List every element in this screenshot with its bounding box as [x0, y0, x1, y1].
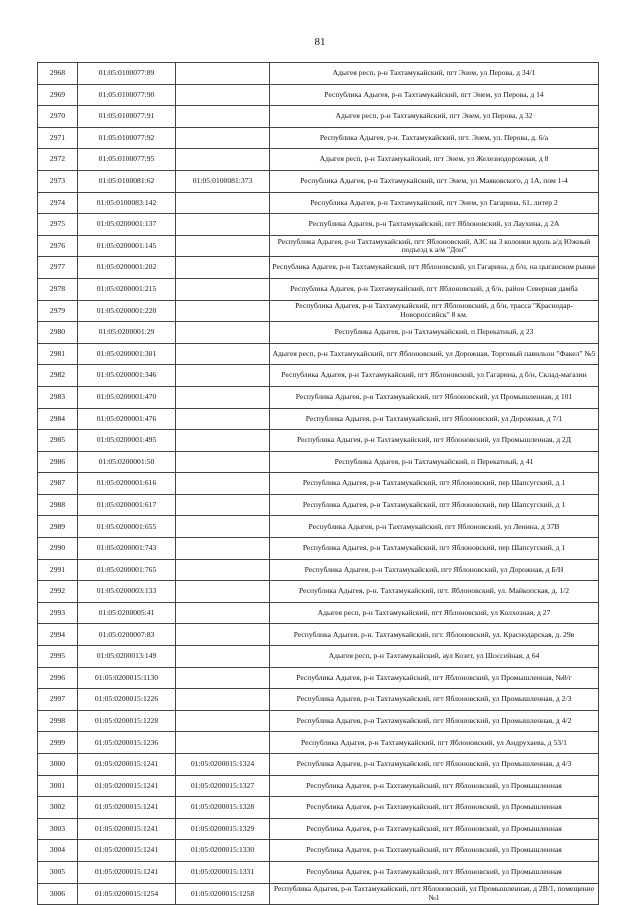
- address-cell: Республика Адыгея, р-н Тахтамукайский, пгт Энем, ул Гагарина, 61, литер 2: [270, 192, 599, 214]
- table-row: [38, 494, 599, 516]
- row-number-cell: 3003: [38, 818, 78, 840]
- linked-cadastral-number-cell: [176, 322, 270, 344]
- cadastral-number-cell: 01:05:0200001:137: [78, 214, 176, 236]
- linked-cadastral-number-cell: [176, 343, 270, 365]
- address-cell: Республика Адыгея, р-н. Тахтамукайский, пгт. Энем, ул. Перова, д. 6/а: [270, 127, 599, 149]
- linked-cadastral-number-cell: [176, 710, 270, 732]
- table-row: [38, 149, 599, 171]
- linked-cadastral-number-cell: [176, 149, 270, 171]
- table-row: [38, 63, 599, 85]
- address-cell: Адыгея респ, р-н Тахтамукайский, аул Козет, ул Шоссейная, д 64: [270, 646, 599, 668]
- cadastral-number-cell: 01:05:0200015:1241: [78, 797, 176, 819]
- linked-cadastral-number-cell: [176, 365, 270, 387]
- address-cell: Республика Адыгея, р-н Тахтамукайский, пгт Яблоновский, ул Промышленная: [270, 840, 599, 862]
- address-cell: Республика Адыгея, р-н Тахтамукайский, пгт Яблоновский, пер Шапсугский, д 1: [270, 538, 599, 560]
- table-row: [38, 235, 599, 257]
- row-number-cell: 2981: [38, 343, 78, 365]
- table-row: [38, 840, 599, 862]
- cadastral-number-cell: 01:05:0200015:1236: [78, 732, 176, 754]
- row-number-cell: 2989: [38, 516, 78, 538]
- linked-cadastral-number-cell: 01:05:0200015:1324: [176, 754, 270, 776]
- cadastral-number-cell: 01:05:0200015:1130: [78, 667, 176, 689]
- linked-cadastral-number-cell: [176, 235, 270, 257]
- table-row: [38, 861, 599, 883]
- page-number: 81: [314, 36, 326, 48]
- address-cell: Республика Адыгея, р-н Тахтамукайский, пгт Энем, ул Перова, д 14: [270, 84, 599, 106]
- linked-cadastral-number-cell: [176, 451, 270, 473]
- cadastral-number-cell: 01:05:0200015:1228: [78, 710, 176, 732]
- address-cell: Республика Адыгея, р-н Тахтамукайский, пгт Яблоновский, ул Промышленная, д 2/3: [270, 689, 599, 711]
- linked-cadastral-number-cell: [176, 494, 270, 516]
- linked-cadastral-number-cell: [176, 127, 270, 149]
- linked-cadastral-number-cell: [176, 257, 270, 279]
- address-cell: Республика Адыгея, р-н Тахтамукайский, пгт Яблоновский, ул Ленина, д 37В: [270, 516, 599, 538]
- table-row: [38, 818, 599, 840]
- table-row: [38, 732, 599, 754]
- address-cell: Республика Адыгея, р-н Тахтамукайский, пгт Яблоновский, ул Дорожная, д 7/1: [270, 408, 599, 430]
- address-cell: Республика Адыгея, р-н Тахтамукайский, пгт Энем, ул Маяковского, д 1А, пом 1-4: [270, 170, 599, 192]
- table-row: [38, 386, 599, 408]
- address-cell: Республика Адыгея, р-н Тахтамукайский, пгт Яблоновский, ул Промышленная: [270, 861, 599, 883]
- address-cell: Республика Адыгея, р-н Тахтамукайский, пгт Яблоновский, ул Промышленная: [270, 775, 599, 797]
- table-row: [38, 257, 599, 279]
- linked-cadastral-number-cell: 01:05:0200015:1327: [176, 775, 270, 797]
- table-row: [38, 343, 599, 365]
- table-row: [38, 646, 599, 668]
- address-cell: Республика Адыгея, р-н Тахтамукайский, пгт Яблоновский, ул Гагарина, д б/н, на цыганском рынке: [270, 257, 599, 279]
- cadastral-number-cell: 01:05:0200015:1241: [78, 840, 176, 862]
- table-row: [38, 365, 599, 387]
- address-cell: Адыгея респ, р-н Тахтамукайский, пгт Энем, ул Перова, д 34/1: [270, 63, 599, 85]
- cadastral-number-cell: 01:05:0200001:476: [78, 408, 176, 430]
- linked-cadastral-number-cell: [176, 646, 270, 668]
- linked-cadastral-number-cell: 01:05:0200015:1330: [176, 840, 270, 862]
- row-number-cell: 2971: [38, 127, 78, 149]
- table-row: [38, 214, 599, 236]
- cadastral-number-cell: 01:05:0200001:616: [78, 473, 176, 495]
- row-number-cell: 2970: [38, 106, 78, 128]
- address-cell: Адыгея респ, р-н Тахтамукайский, пгт Энем, ул Железнодорожная, д 8: [270, 149, 599, 171]
- row-number-cell: 2984: [38, 408, 78, 430]
- table-row: [38, 710, 599, 732]
- cadastral-number-cell: 01:05:0100083:142: [78, 192, 176, 214]
- row-number-cell: 3004: [38, 840, 78, 862]
- row-number-cell: 3001: [38, 775, 78, 797]
- property-table-body: [38, 63, 599, 905]
- cadastral-number-cell: 01:05:0200001:202: [78, 257, 176, 279]
- address-cell: Республика Адыгея, р-н Тахтамукайский, пгт Яблоновский, ул Гагарина, д б/н, Склад-магазин: [270, 365, 599, 387]
- table-row: [38, 451, 599, 473]
- row-number-cell: 2992: [38, 581, 78, 603]
- table-row: [38, 516, 599, 538]
- linked-cadastral-number-cell: 01:05:0200015:1328: [176, 797, 270, 819]
- linked-cadastral-number-cell: [176, 192, 270, 214]
- cadastral-number-cell: 01:05:0200001:145: [78, 235, 176, 257]
- table-row: [38, 300, 599, 322]
- address-cell: Республика Адыгея, р-н Тахтамукайский, пгт Яблоновский, пер Шапсугский, д 1: [270, 494, 599, 516]
- row-number-cell: 2977: [38, 257, 78, 279]
- table-row: [38, 581, 599, 603]
- cadastral-number-cell: 01:05:0200001:29: [78, 322, 176, 344]
- row-number-cell: 2999: [38, 732, 78, 754]
- cadastral-number-cell: 01:05:0200007:83: [78, 624, 176, 646]
- cadastral-number-cell: 01:05:0200003:133: [78, 581, 176, 603]
- cadastral-number-cell: 01:05:0200001:765: [78, 559, 176, 581]
- table-row: [38, 408, 599, 430]
- table-row: [38, 602, 599, 624]
- cadastral-number-cell: 01:05:0200015:1241: [78, 775, 176, 797]
- linked-cadastral-number-cell: 01:05:0200015:1329: [176, 818, 270, 840]
- cadastral-number-cell: 01:05:0200001:346: [78, 365, 176, 387]
- address-cell: Республика Адыгея, р-н Тахтамукайский, пгт Яблоновский, ул Промышленная, д 4/3: [270, 754, 599, 776]
- address-cell: Республика Адыгея, р-н Тахтамукайский, пгт Яблоновский, ул Промышленная, д 2Д: [270, 430, 599, 452]
- cadastral-number-cell: 01:05:0200001:50: [78, 451, 176, 473]
- linked-cadastral-number-cell: [176, 430, 270, 452]
- cadastral-number-cell: 01:05:0200001:220: [78, 300, 176, 322]
- address-cell: Республика Адыгея, р-н Тахтамукайский, пгт Яблоновский, АЗС на 3 колонки вдоль а/д Южный подъезд к а/м "Дон": [270, 235, 599, 257]
- row-number-cell: 3005: [38, 861, 78, 883]
- cadastral-number-cell: 01:05:0200001:743: [78, 538, 176, 560]
- linked-cadastral-number-cell: [176, 538, 270, 560]
- linked-cadastral-number-cell: [176, 84, 270, 106]
- address-cell: Республика Адыгея, р-н Тахтамукайский, п Перекатный, д 41: [270, 451, 599, 473]
- address-cell: Республика Адыгея, р-н. Тахтамукайский, пгт. Яблоновский, ул. Краснодарская, д. 29в: [270, 624, 599, 646]
- linked-cadastral-number-cell: 01:05:0100081:373: [176, 170, 270, 192]
- address-cell: Республика Адыгея, р-н Тахтамукайский, пгт Яблоновский, ул Промышленная: [270, 818, 599, 840]
- cadastral-number-cell: 01:05:0200015:1254: [78, 883, 176, 905]
- cadastral-number-cell: 01:05:0100077:89: [78, 63, 176, 85]
- cadastral-number-cell: 01:05:0200015:1241: [78, 754, 176, 776]
- row-number-cell: 2991: [38, 559, 78, 581]
- cadastral-number-cell: 01:05:0200001:495: [78, 430, 176, 452]
- address-cell: Республика Адыгея, р-н Тахтамукайский, п Перекатный, д 23: [270, 322, 599, 344]
- linked-cadastral-number-cell: [176, 689, 270, 711]
- table-row: [38, 322, 599, 344]
- cadastral-number-cell: 01:05:0100077:92: [78, 127, 176, 149]
- address-cell: Республика Адыгея, р-н Тахтамукайский, пгт Яблоновский, ул Лаухина, д 2А: [270, 214, 599, 236]
- row-number-cell: 2987: [38, 473, 78, 495]
- linked-cadastral-number-cell: [176, 300, 270, 322]
- cadastral-number-cell: 01:05:0100077:95: [78, 149, 176, 171]
- table-row: [38, 797, 599, 819]
- cadastral-number-cell: 01:05:0200005:41: [78, 602, 176, 624]
- row-number-cell: 3002: [38, 797, 78, 819]
- linked-cadastral-number-cell: [176, 667, 270, 689]
- cadastral-number-cell: 01:05:0200015:1241: [78, 818, 176, 840]
- cadastral-number-cell: 01:05:0200013:149: [78, 646, 176, 668]
- row-number-cell: 3006: [38, 883, 78, 905]
- table-row: [38, 538, 599, 560]
- address-cell: Республика Адыгея, р-н Тахтамукайский, пгт Яблоновский, ул Промышленная, д 4/2: [270, 710, 599, 732]
- row-number-cell: 3000: [38, 754, 78, 776]
- table-row: [38, 883, 599, 905]
- linked-cadastral-number-cell: [176, 602, 270, 624]
- table-row: [38, 624, 599, 646]
- address-cell: Республика Адыгея, р-н Тахтамукайский, пгт Яблоновский, ул Дорожная, д Б/Н: [270, 559, 599, 581]
- row-number-cell: 2974: [38, 192, 78, 214]
- table-row: [38, 754, 599, 776]
- address-cell: Республика Адыгея, р-н Тахтамукайский, пгт Яблоновский, ул Промышленная: [270, 797, 599, 819]
- table-row: [38, 473, 599, 495]
- cadastral-number-cell: 01:05:0200001:215: [78, 278, 176, 300]
- row-number-cell: 2979: [38, 300, 78, 322]
- linked-cadastral-number-cell: 01:05:0200015:1331: [176, 861, 270, 883]
- address-cell: Республика Адыгея, р-н Тахтамукайский, пгт Яблоновский, пер Шапсугский, д 1: [270, 473, 599, 495]
- row-number-cell: 2990: [38, 538, 78, 560]
- table-row: [38, 170, 599, 192]
- row-number-cell: 2998: [38, 710, 78, 732]
- address-cell: Адыгея респ, р-н Тахтамукайский, пгт Энем, ул Перова, д 32: [270, 106, 599, 128]
- cadastral-number-cell: 01:05:0200001:470: [78, 386, 176, 408]
- table-row: [38, 106, 599, 128]
- cadastral-number-cell: 01:05:0200001:617: [78, 494, 176, 516]
- row-number-cell: 2993: [38, 602, 78, 624]
- address-cell: Адыгея респ, р-н Тахтамукайский, пгт Яблоновский, ул Дорожная, Торговый павильон "Факел" №5: [270, 343, 599, 365]
- linked-cadastral-number-cell: [176, 106, 270, 128]
- row-number-cell: 2968: [38, 63, 78, 85]
- cadastral-number-cell: 01:05:0100077:91: [78, 106, 176, 128]
- row-number-cell: 2976: [38, 235, 78, 257]
- address-cell: Республика Адыгея, р-н Тахтамукайский, пгт Яблоновский, ул Промышленная, д 2В/1, помещение №1: [270, 883, 599, 905]
- linked-cadastral-number-cell: [176, 408, 270, 430]
- linked-cadastral-number-cell: [176, 624, 270, 646]
- row-number-cell: 2969: [38, 84, 78, 106]
- table-row: [38, 689, 599, 711]
- address-cell: Республика Адыгея, р-н Тахтамукайский, пгт Яблоновский, ул Промышленная, д 101: [270, 386, 599, 408]
- table-row: [38, 192, 599, 214]
- linked-cadastral-number-cell: [176, 516, 270, 538]
- linked-cadastral-number-cell: [176, 559, 270, 581]
- table-row: [38, 430, 599, 452]
- row-number-cell: 2997: [38, 689, 78, 711]
- row-number-cell: 2985: [38, 430, 78, 452]
- table-row: [38, 667, 599, 689]
- row-number-cell: 2994: [38, 624, 78, 646]
- address-cell: Республика Адыгея, р-н Тахтамукайский, пгт Яблоновский, ул Промышленная, №8/г: [270, 667, 599, 689]
- linked-cadastral-number-cell: [176, 581, 270, 603]
- row-number-cell: 2980: [38, 322, 78, 344]
- address-cell: Республика Адыгея, р-н Тахтамукайский, пгт Яблоновский, д б/н, трасса "Краснодар-Новороссийск" 8 км.: [270, 300, 599, 322]
- cadastral-number-cell: 01:05:0100081:62: [78, 170, 176, 192]
- address-cell: Адыгея респ, р-н Тахтамукайский, пгт Яблоновский, ул Колхозная, д 27: [270, 602, 599, 624]
- cadastral-number-cell: 01:05:0200015:1226: [78, 689, 176, 711]
- row-number-cell: 2982: [38, 365, 78, 387]
- linked-cadastral-number-cell: [176, 278, 270, 300]
- linked-cadastral-number-cell: 01:05:0200015:1258: [176, 883, 270, 905]
- linked-cadastral-number-cell: [176, 732, 270, 754]
- table-row: [38, 775, 599, 797]
- row-number-cell: 2996: [38, 667, 78, 689]
- row-number-cell: 2995: [38, 646, 78, 668]
- property-table: [37, 62, 599, 905]
- linked-cadastral-number-cell: [176, 214, 270, 236]
- row-number-cell: 2975: [38, 214, 78, 236]
- cadastral-number-cell: 01:05:0100077:90: [78, 84, 176, 106]
- row-number-cell: 2972: [38, 149, 78, 171]
- address-cell: Республика Адыгея, р-н Тахтамукайский, пгт Яблоновский, ул Андрухаева, д 53/1: [270, 732, 599, 754]
- table-row: [38, 127, 599, 149]
- row-number-cell: 2978: [38, 278, 78, 300]
- table-row: [38, 559, 599, 581]
- linked-cadastral-number-cell: [176, 473, 270, 495]
- row-number-cell: 2973: [38, 170, 78, 192]
- cadastral-number-cell: 01:05:0200001:655: [78, 516, 176, 538]
- table-row: [38, 278, 599, 300]
- row-number-cell: 2983: [38, 386, 78, 408]
- row-number-cell: 2986: [38, 451, 78, 473]
- table-row: [38, 84, 599, 106]
- linked-cadastral-number-cell: [176, 386, 270, 408]
- row-number-cell: 2988: [38, 494, 78, 516]
- cadastral-number-cell: 01:05:0200015:1241: [78, 861, 176, 883]
- address-cell: Республика Адыгея, р-н. Тахтамукайский, пгт. Яблоновский, ул. Майкопская, д. 1/2: [270, 581, 599, 603]
- linked-cadastral-number-cell: [176, 63, 270, 85]
- cadastral-number-cell: 01:05:0200001:301: [78, 343, 176, 365]
- address-cell: Республика Адыгея, р-н Тахтамукайский, пгт Яблоновский, д б/н, район Северная дамба: [270, 278, 599, 300]
